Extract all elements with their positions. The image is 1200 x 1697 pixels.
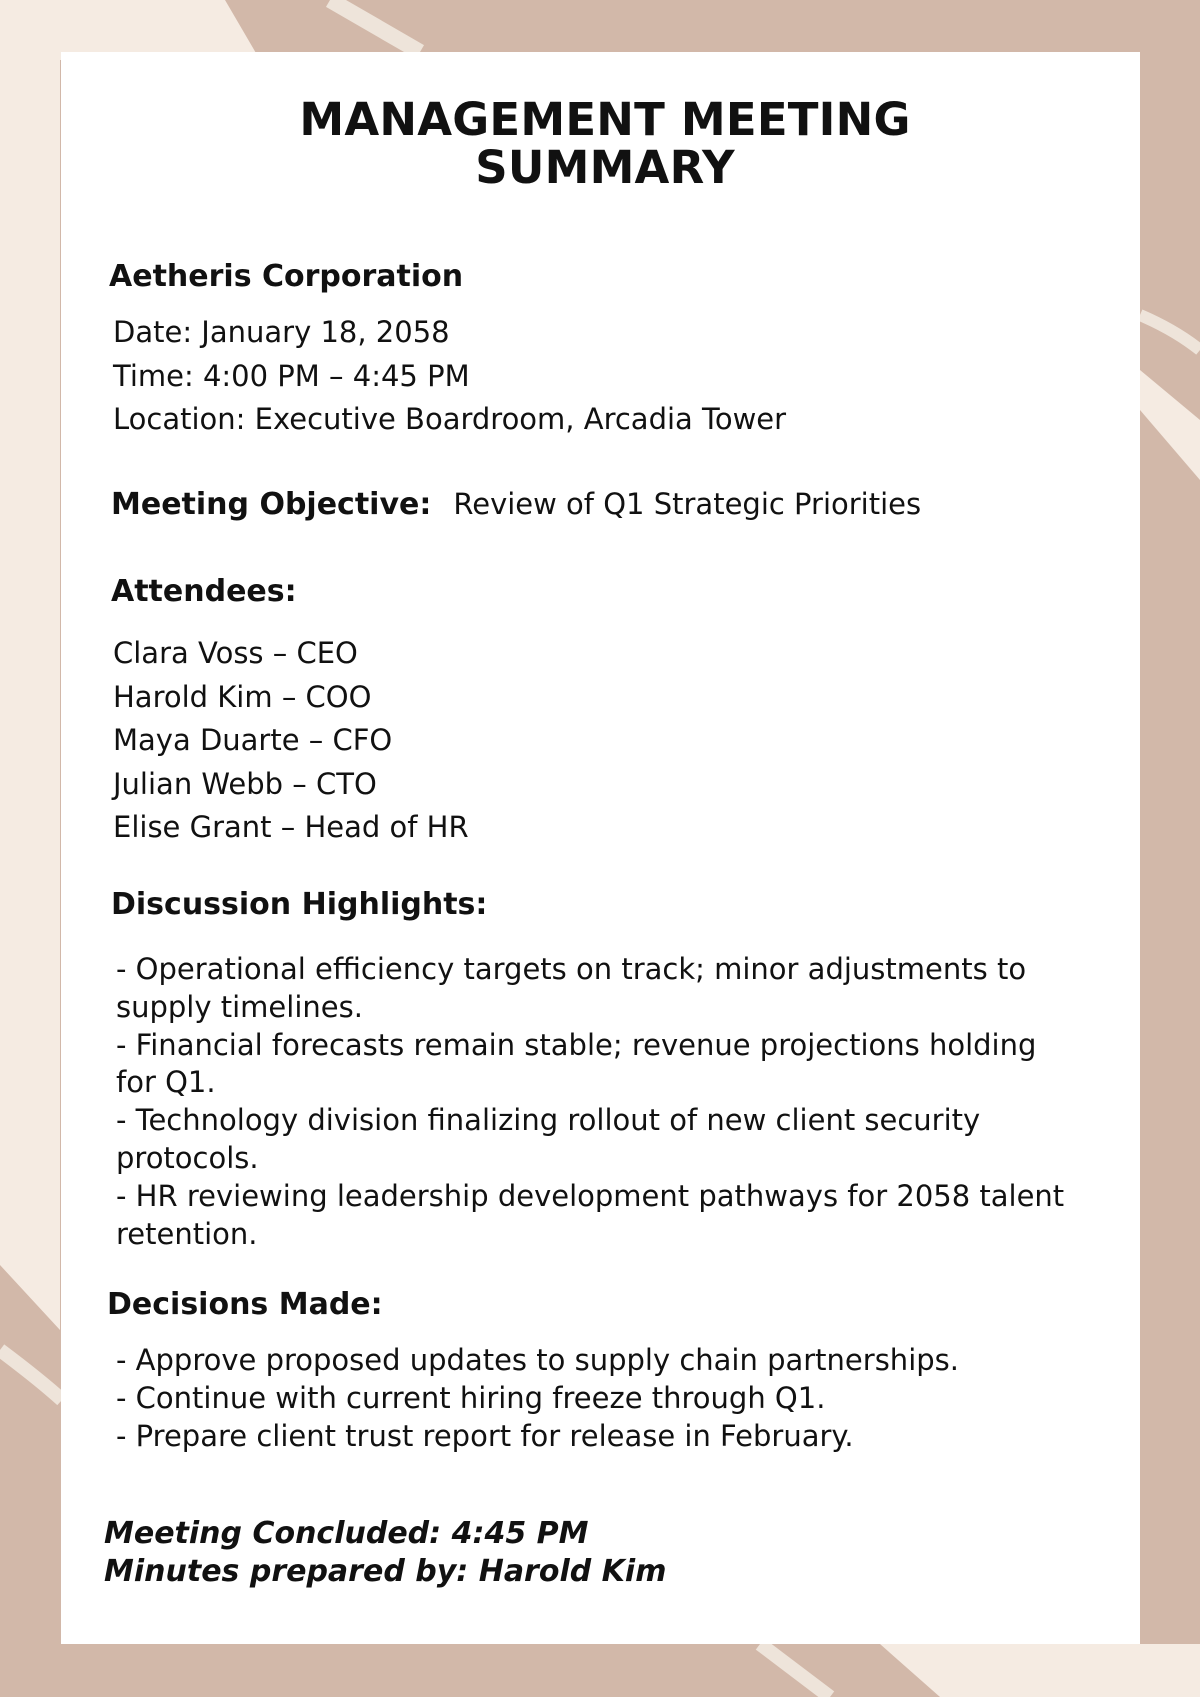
highlight-item: - Financial forecasts remain stable; revenue projections holding for Q1.: [116, 1027, 1037, 1100]
attendee-item: Maya Duarte – CFO: [113, 723, 393, 757]
meeting-concluded: Meeting Concluded: 4:45 PM: [104, 1516, 589, 1551]
decision-item: - Continue with current hiring freeze through Q1.: [116, 1380, 826, 1415]
highlight-item: - Operational efficiency targets on track; minor adjustments to supply timelines.: [116, 952, 1027, 1024]
title-line-1: MANAGEMENT MEETING: [299, 93, 911, 146]
discussion-heading: Discussion Highlights:: [111, 887, 488, 922]
decisions-heading: Decisions Made:: [107, 1287, 383, 1322]
decision-item: - Prepare client trust report for release in February.: [116, 1418, 854, 1453]
meeting-time: Time: 4:00 PM – 4:45 PM: [113, 358, 470, 393]
attendee-item: Julian Webb – CTO: [113, 766, 377, 801]
highlight-item: - HR reviewing leadership development pathways for 2058 talent retention.: [116, 1178, 1065, 1251]
title-line-2: SUMMARY: [475, 141, 735, 194]
company-name: Aetheris Corporation: [109, 259, 464, 294]
meeting-date: Date: January 18, 2058: [113, 315, 450, 349]
attendee-item: Harold Kim – COO: [113, 679, 372, 714]
attendee-item: Clara Voss – CEO: [113, 636, 358, 670]
meeting-location: Location: Executive Boardroom, Arcadia Tower: [113, 402, 787, 436]
objective-label: Meeting Objective:: [111, 487, 432, 522]
minutes-prepared-by: Minutes prepared by: Harold Kim: [104, 1554, 667, 1589]
highlight-item: - Technology division finalizing rollout of new client security protocols.: [116, 1103, 981, 1175]
objective-value: Review of Q1 Strategic Priorities: [453, 487, 922, 521]
attendee-item: Elise Grant – Head of HR: [113, 810, 469, 844]
attendees-heading: Attendees:: [111, 574, 297, 609]
discussion-highlights: [116, 951, 1076, 1253]
decisions-list: [116, 1342, 959, 1455]
document-footer: [104, 1515, 666, 1591]
meeting-objective: [111, 487, 921, 522]
decision-item: - Approve proposed updates to supply chain partnerships.: [116, 1343, 959, 1377]
document-title: [0, 93, 1200, 194]
meeting-details: [113, 311, 786, 442]
attendees-list: [113, 632, 469, 850]
